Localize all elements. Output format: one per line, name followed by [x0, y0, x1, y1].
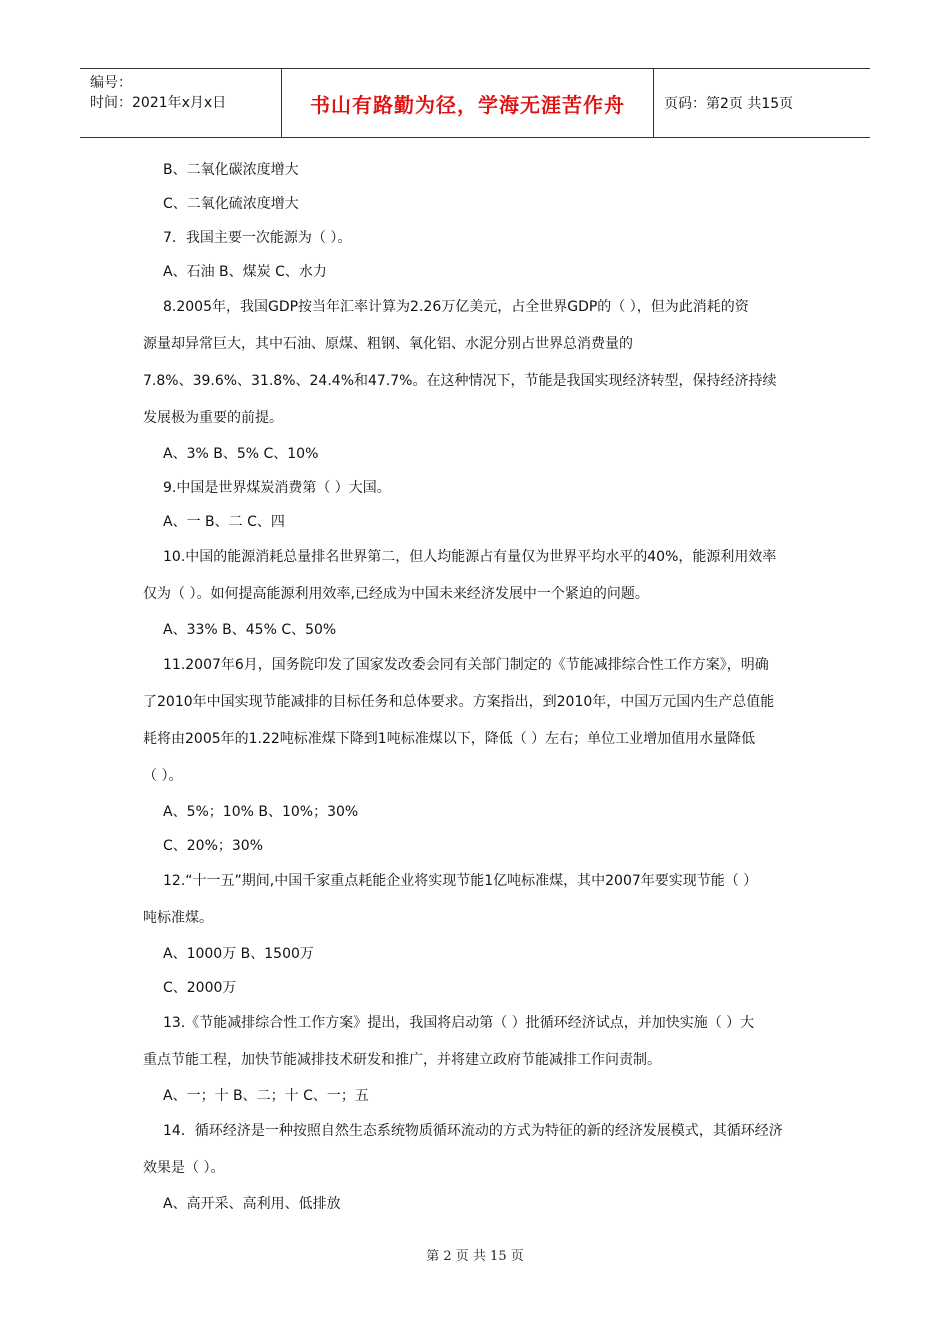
page-header: [80, 68, 870, 138]
text-line: 吨标准煤。: [143, 910, 213, 926]
header-motto: 书山有路勤为径，学海无涯苦作舟: [282, 69, 654, 137]
text-line: A、一 B、二 C、四: [163, 514, 285, 530]
text-line: 7．我国主要一次能源为（ ）。: [163, 230, 352, 246]
text-line: A、5%；10% B、10%；30%: [163, 804, 359, 820]
text-line: 8.2005年，我国GDP按当年汇率计算为2.26万亿美元，占全世界GDP的（ ），但为此消耗的资: [163, 299, 749, 315]
text-line: 7.8%、39.6%、31.8%、24.4%和47.7%。在这种情况下，节能是我国实现经济转型，保持经济持续: [143, 373, 777, 389]
text-line: 仅为（ ）。如何提高能源利用效率,已经成为中国未来经济发展中一个紧迫的问题。: [143, 586, 649, 602]
text-line: A、33% B、45% C、50%: [163, 622, 337, 638]
text-line: B、二氧化碳浓度增大: [163, 162, 299, 178]
text-line: 发展极为重要的前提。: [143, 410, 283, 426]
text-line: C、二氧化硫浓度增大: [163, 196, 299, 212]
text-line: 13.《节能减排综合性工作方案》提出，我国将启动第（ ）批循环经济试点，并加快实施（ ）大: [163, 1015, 755, 1031]
text-line: 耗将由2005年的1.22吨标准煤下降到1吨标准煤以下，降低（ ）左右；单位工业增加值用水量降低: [143, 731, 756, 747]
text-line: （ ）。: [143, 768, 183, 784]
text-line: 9.中国是世界煤炭消费第（ ）大国。: [163, 480, 391, 496]
text-line: 11.2007年6月，国务院印发了国家发改委会同有关部门制定的《节能减排综合性工作方案》，明确: [163, 657, 769, 673]
text-line: A、1000万 B、1500万: [163, 946, 314, 962]
text-line: 14．循环经济是一种按照自然生态系统物质循环流动的方式为特征的新的经济发展模式，其循环经济: [163, 1123, 783, 1139]
text-line: 效果是（ ）。: [143, 1160, 225, 1176]
header-page-info: 页码：第2页 共15页: [664, 96, 794, 112]
text-line: A、一；十 B、二；十 C、一；五: [163, 1088, 369, 1104]
document-time-label: 时间：2021年x月x日: [90, 95, 227, 111]
text-line: 了2010年中国实现节能减排的目标任务和总体要求。方案指出，到2010年，中国万元国内生产总值能: [143, 694, 775, 710]
text-line: A、石油 B、煤炭 C、水力: [163, 264, 327, 280]
text-line: 重点节能工程，加快节能减排技术研发和推广，并将建立政府节能减排工作问责制。: [143, 1052, 661, 1068]
document-number-label: 编号：: [90, 75, 132, 91]
text-line: 10.中国的能源消耗总量排名世界第二，但人均能源占有量仅为世界平均水平的40%，能源利用效率: [163, 549, 777, 565]
document-body: [143, 153, 808, 1221]
text-line: C、20%；30%: [163, 838, 264, 854]
text-line: A、3% B、5% C、10%: [163, 446, 319, 462]
header-meta: [80, 69, 282, 137]
text-line: C、2000万: [163, 980, 237, 996]
text-line: 源量却异常巨大，其中石油、原煤、粗钢、氧化铝、水泥分别占世界总消费量的: [143, 336, 633, 352]
text-line: 12.“十一五”期间,中国千家重点耗能企业将实现节能1亿吨标准煤，其中2007年要实现节能（ ）: [163, 873, 758, 889]
page-footer: 第 2 页 共 15 页: [426, 1249, 524, 1264]
text-line: A、高开采、高利用、低排放: [163, 1196, 341, 1212]
